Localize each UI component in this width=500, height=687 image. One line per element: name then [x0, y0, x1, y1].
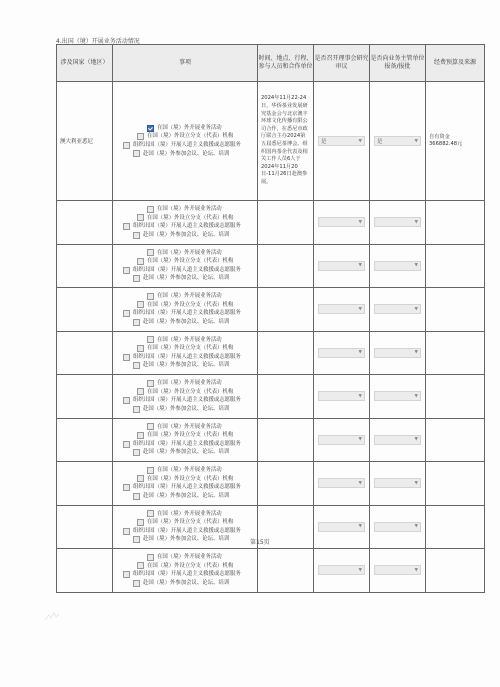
activity-option-label: 在国（境）外开展业务活动 — [157, 336, 222, 343]
budget-cell[interactable] — [426, 201, 485, 245]
activity-option[interactable] — [147, 553, 257, 562]
activity-options-cell — [113, 418, 258, 462]
activity-option-label: 组织出国（境）开展人道主义救援或志愿服务 — [133, 223, 241, 230]
chevron-down-icon: ▼ — [414, 393, 418, 399]
supervisor-cell — [370, 549, 426, 593]
activity-option-label: 组织出国（境）开展人道主义救援或志愿服务 — [133, 353, 241, 360]
activity-option-label: 赴国（境）外参加会议、论坛、培训 — [143, 405, 230, 412]
details-cell: 2024年11月22-24日，华侨茶业发展研究基金会与北京澳丰环球文化传播有限公司合作，在悉尼市政厅联合主办2024第五届悉尼茶博会。组织国内茶企代表及相关工作人员6人于2024年11月20日-11月26日赴澳参展。 — [258, 82, 314, 201]
activity-option-label: 在国（境）外设立分支（代表）机构 — [147, 258, 234, 265]
activity-options-cell — [113, 82, 258, 201]
supervisor-cell — [370, 418, 426, 462]
budget-cell[interactable] — [426, 244, 485, 288]
header-country: 涉及国家（地区） — [57, 45, 113, 82]
council-cell — [314, 505, 370, 549]
header-council-review: 是否召开理事会研究审议 — [314, 45, 370, 82]
chevron-down-icon: ▼ — [358, 138, 362, 144]
activity-options-cell — [113, 201, 258, 245]
details-cell[interactable] — [258, 418, 314, 462]
table-row — [57, 244, 485, 288]
activity-option[interactable] — [123, 483, 257, 492]
budget-amount: 366882.48元 — [429, 141, 463, 147]
checkbox-icon[interactable] — [147, 125, 154, 132]
checkbox-icon[interactable] — [133, 275, 140, 282]
checkbox-icon[interactable] — [147, 249, 154, 256]
activity-option[interactable] — [147, 336, 257, 345]
chevron-down-icon: ▼ — [414, 263, 418, 269]
activity-option[interactable] — [147, 423, 257, 432]
council-cell — [314, 418, 370, 462]
supervisor-filing-select[interactable] — [374, 136, 421, 146]
council-review-select[interactable] — [318, 261, 365, 271]
chevron-down-icon: ▼ — [358, 306, 362, 312]
activity-option-label: 赴国（境）外参加会议、论坛、培训 — [143, 231, 230, 238]
budget-cell[interactable] — [426, 418, 485, 462]
council-cell — [314, 82, 370, 201]
activity-option-label: 组织出国（境）开展人道主义救援或志愿服务 — [133, 484, 241, 491]
council-review-select[interactable] — [318, 348, 365, 358]
activity-option-label: 在国（境）外开展业务活动 — [157, 380, 222, 387]
country-cell: 澳大利亚悉尼 — [57, 82, 113, 201]
council-review-select[interactable] — [318, 478, 365, 488]
details-cell[interactable] — [258, 462, 314, 506]
chevron-down-icon: ▼ — [414, 138, 418, 144]
table-row — [57, 201, 485, 245]
table-row — [57, 82, 485, 201]
activity-option-label: 赴国（境）外参加会议、论坛、培训 — [143, 449, 230, 456]
supervisor-filing-select[interactable] — [374, 348, 421, 358]
activity-option[interactable] — [137, 214, 257, 223]
activity-option[interactable] — [133, 579, 257, 588]
country-cell[interactable] — [57, 244, 113, 288]
activity-options-cell — [113, 244, 258, 288]
checkbox-icon[interactable] — [133, 406, 140, 413]
activity-option-label: 在国（境）外设立分支（代表）机构 — [147, 475, 234, 482]
council-review-select[interactable] — [318, 522, 365, 532]
country-cell[interactable] — [57, 375, 113, 419]
country-cell[interactable] — [57, 418, 113, 462]
activity-option[interactable] — [133, 150, 257, 159]
chevron-down-icon: ▼ — [414, 219, 418, 225]
table-row — [57, 505, 485, 549]
details-cell[interactable] — [258, 201, 314, 245]
activity-option-label: 在国（境）外开展业务活动 — [157, 423, 222, 430]
budget-source: 自有资金 — [429, 133, 450, 140]
chevron-down-icon: ▼ — [358, 480, 362, 486]
checkbox-icon[interactable] — [123, 223, 130, 230]
activity-option-label: 组织出国（境）开展人道主义救援或志愿服务 — [133, 310, 241, 317]
chevron-down-icon: ▼ — [358, 219, 362, 225]
scan-smudge — [44, 612, 60, 622]
activity-option[interactable] — [123, 440, 257, 449]
activity-option-label: 在国（境）外设立分支（代表）机构 — [147, 133, 234, 140]
section-title: 4.出国（境）开展业务活动情况 — [56, 38, 140, 45]
activity-option-label: 在国（境）外设立分支（代表）机构 — [147, 519, 234, 526]
council-cell — [314, 331, 370, 375]
table-row — [57, 462, 485, 506]
supervisor-filing-select-value: 是 — [377, 139, 383, 145]
table-row — [57, 375, 485, 419]
supervisor-cell — [370, 288, 426, 332]
activity-option-label: 赴国（境）外参加会议、论坛、培训 — [143, 150, 230, 157]
table-header-row — [57, 45, 485, 82]
checkbox-icon[interactable] — [123, 397, 130, 404]
council-cell — [314, 462, 370, 506]
activity-option[interactable] — [133, 405, 257, 414]
activity-option-label: 在国（境）外开展业务活动 — [157, 124, 222, 131]
activity-option-label: 组织出国（境）开展人道主义救援或志愿服务 — [133, 266, 241, 273]
activity-option[interactable] — [137, 132, 257, 141]
supervisor-cell — [370, 462, 426, 506]
activity-option[interactable] — [123, 266, 257, 275]
checkbox-icon[interactable] — [147, 423, 154, 430]
activity-option[interactable] — [147, 510, 257, 519]
activity-option[interactable] — [133, 361, 257, 370]
supervisor-cell — [370, 331, 426, 375]
checkbox-icon[interactable] — [137, 519, 144, 526]
supervisor-cell — [370, 201, 426, 245]
checkbox-icon[interactable] — [147, 293, 154, 300]
activity-option-label: 在国（境）外开展业务活动 — [157, 249, 222, 256]
details-cell[interactable] — [258, 288, 314, 332]
activity-option[interactable] — [123, 527, 257, 536]
supervisor-cell — [370, 505, 426, 549]
checkbox-icon[interactable] — [137, 345, 144, 352]
chevron-down-icon: ▼ — [414, 350, 418, 356]
supervisor-filing-select[interactable] — [374, 522, 421, 532]
supervisor-cell — [370, 244, 426, 288]
header-item: 事项 — [113, 45, 258, 82]
checkbox-icon[interactable] — [133, 493, 140, 500]
council-review-select[interactable] — [318, 391, 365, 401]
supervisor-cell — [370, 375, 426, 419]
activity-option-label: 在国（境）外开展业务活动 — [157, 467, 222, 474]
checkbox-icon[interactable] — [137, 432, 144, 439]
checkbox-icon[interactable] — [133, 319, 140, 326]
supervisor-filing-select[interactable] — [374, 261, 421, 271]
activity-option-label: 在国（境）外开展业务活动 — [157, 206, 222, 213]
activity-option[interactable] — [147, 379, 257, 388]
checkbox-icon[interactable] — [137, 562, 144, 569]
chevron-down-icon: ▼ — [358, 524, 362, 530]
checkbox-icon[interactable] — [137, 388, 144, 395]
activity-option-label: 赴国（境）外参加会议、论坛、培训 — [143, 275, 230, 282]
activity-options-cell — [113, 288, 258, 332]
checkbox-icon[interactable] — [123, 310, 130, 317]
activity-option-label: 赴国（境）外参加会议、论坛、培训 — [143, 492, 230, 499]
checkbox-icon[interactable] — [147, 554, 154, 561]
activity-option-label: 组织出国（境）开展人道主义救援或志愿服务 — [133, 142, 241, 148]
council-review-select[interactable] — [318, 565, 365, 575]
checkbox-icon[interactable] — [123, 267, 130, 274]
activity-option-label: 组织出国（境）开展人道主义救援或志愿服务 — [133, 571, 241, 578]
checkbox-icon[interactable] — [147, 336, 154, 343]
details-cell[interactable] — [258, 244, 314, 288]
country-cell[interactable] — [57, 288, 113, 332]
chevron-down-icon: ▼ — [358, 437, 362, 443]
council-cell — [314, 288, 370, 332]
council-review-select-value: 是 — [321, 139, 327, 145]
activity-options-cell — [113, 331, 258, 375]
details-cell[interactable] — [258, 331, 314, 375]
checkbox-icon[interactable] — [133, 362, 140, 369]
council-review-select[interactable] — [318, 136, 365, 146]
activity-option[interactable] — [147, 292, 257, 301]
checkbox-icon[interactable] — [147, 510, 154, 517]
council-review-select[interactable] — [318, 217, 365, 227]
activity-option[interactable] — [133, 231, 257, 240]
overseas-activities-table — [56, 44, 485, 593]
country-cell[interactable] — [57, 462, 113, 506]
checkbox-icon[interactable] — [133, 232, 140, 239]
header-budget: 经费预算及来源 — [426, 45, 485, 82]
checkbox-icon[interactable] — [123, 142, 130, 149]
supervisor-filing-select[interactable] — [374, 565, 421, 575]
activity-option-label: 组织出国（境）开展人道主义救援或志愿服务 — [133, 527, 241, 534]
activity-option[interactable] — [123, 396, 257, 405]
activity-option-label: 组织出国（境）开展人道主义救援或志愿服务 — [133, 440, 241, 447]
activity-option[interactable] — [137, 301, 257, 310]
activity-option[interactable] — [137, 562, 257, 571]
details-cell[interactable] — [258, 549, 314, 593]
activity-option[interactable] — [123, 309, 257, 318]
budget-cell[interactable] — [426, 549, 485, 593]
activity-option[interactable] — [147, 466, 257, 475]
chevron-down-icon: ▼ — [358, 567, 362, 573]
activity-option[interactable] — [123, 222, 257, 231]
country-cell[interactable] — [57, 549, 113, 593]
activity-option-label: 在国（境）外设立分支（代表）机构 — [147, 562, 234, 569]
checkbox-icon[interactable] — [137, 258, 144, 265]
activity-option[interactable] — [133, 448, 257, 457]
budget-cell — [426, 82, 485, 201]
activity-option-label: 在国（境）外开展业务活动 — [157, 554, 222, 561]
activity-option[interactable] — [133, 535, 257, 544]
activity-options-cell — [113, 505, 258, 549]
checkbox-icon[interactable] — [123, 484, 130, 491]
checkbox-icon[interactable] — [133, 449, 140, 456]
activity-option[interactable] — [137, 475, 257, 484]
activity-option[interactable] — [137, 344, 257, 353]
chevron-down-icon: ▼ — [414, 524, 418, 530]
budget-cell[interactable] — [426, 462, 485, 506]
supervisor-cell — [370, 82, 426, 201]
chevron-down-icon: ▼ — [414, 567, 418, 573]
checkbox-icon[interactable] — [147, 467, 154, 474]
chevron-down-icon: ▼ — [414, 437, 418, 443]
checkbox-icon[interactable] — [133, 580, 140, 587]
supervisor-filing-select[interactable] — [374, 391, 421, 401]
activity-option[interactable] — [137, 388, 257, 397]
chevron-down-icon: ▼ — [358, 393, 362, 399]
budget-cell[interactable] — [426, 375, 485, 419]
checkbox-icon[interactable] — [137, 301, 144, 308]
activity-option[interactable] — [123, 141, 257, 150]
checkbox-icon[interactable] — [137, 133, 144, 140]
council-cell — [314, 201, 370, 245]
activity-option-label: 在国（境）外设立分支（代表）机构 — [147, 214, 234, 221]
table-row — [57, 549, 485, 593]
activity-option-label: 赴国（境）外参加会议、论坛、培训 — [143, 362, 230, 369]
checkbox-icon[interactable] — [123, 571, 130, 578]
council-cell — [314, 375, 370, 419]
supervisor-filing-select[interactable] — [374, 217, 421, 227]
activity-option[interactable] — [123, 353, 257, 362]
checkbox-icon[interactable] — [133, 150, 140, 157]
chevron-down-icon: ▼ — [358, 350, 362, 356]
budget-cell[interactable] — [426, 288, 485, 332]
activity-option[interactable] — [137, 257, 257, 266]
activity-option[interactable] — [137, 431, 257, 440]
checkbox-icon[interactable] — [123, 528, 130, 535]
checkbox-icon[interactable] — [147, 380, 154, 387]
activity-option[interactable] — [137, 518, 257, 527]
chevron-down-icon: ▼ — [414, 480, 418, 486]
activity-option-label: 在国（境）外设立分支（代表）机构 — [147, 301, 234, 308]
activity-option[interactable] — [147, 249, 257, 258]
checkbox-icon[interactable] — [123, 441, 130, 448]
activity-option[interactable] — [133, 274, 257, 283]
activity-option[interactable] — [147, 205, 257, 214]
activity-options-cell — [113, 462, 258, 506]
details-cell[interactable] — [258, 375, 314, 419]
activity-option[interactable] — [133, 318, 257, 327]
country-cell[interactable] — [57, 331, 113, 375]
activity-option-label: 在国（境）外设立分支（代表）机构 — [147, 345, 234, 352]
activity-option[interactable] — [123, 570, 257, 579]
activity-option-label: 赴国（境）外参加会议、论坛、培训 — [143, 318, 230, 325]
supervisor-filing-select[interactable] — [374, 435, 421, 445]
page-number: 第15页 — [250, 539, 270, 546]
chevron-down-icon: ▼ — [358, 263, 362, 269]
activity-option-label: 赴国（境）外参加会议、论坛、培训 — [143, 536, 230, 543]
supervisor-filing-select[interactable] — [374, 478, 421, 488]
activity-option-label: 赴国（境）外参加会议、论坛、培训 — [143, 579, 230, 586]
checkbox-icon[interactable] — [137, 214, 144, 221]
activity-option-label: 在国（境）外开展业务活动 — [157, 510, 222, 517]
council-cell — [314, 549, 370, 593]
checkbox-icon[interactable] — [123, 354, 130, 361]
table-row — [57, 288, 485, 332]
council-review-select[interactable] — [318, 304, 365, 314]
activity-options-cell — [113, 375, 258, 419]
header-details: 时间、地点、行程、参与人员和合作单位 — [258, 45, 314, 82]
activity-option-label: 在国（境）外开展业务活动 — [157, 293, 222, 300]
country-cell[interactable] — [57, 201, 113, 245]
budget-cell[interactable] — [426, 331, 485, 375]
country-cell[interactable] — [57, 505, 113, 549]
activity-option-label: 在国（境）外设立分支（代表）机构 — [147, 388, 234, 395]
activity-option-label: 在国（境）外设立分支（代表）机构 — [147, 432, 234, 439]
table-row — [57, 331, 485, 375]
chevron-down-icon: ▼ — [414, 306, 418, 312]
council-review-select[interactable] — [318, 435, 365, 445]
council-cell — [314, 244, 370, 288]
activity-option[interactable] — [147, 124, 257, 133]
activity-option-label: 组织出国（境）开展人道主义救援或志愿服务 — [133, 397, 241, 404]
supervisor-filing-select[interactable] — [374, 304, 421, 314]
checkbox-icon[interactable] — [147, 206, 154, 213]
activity-options-cell — [113, 549, 258, 593]
header-supervisor-filing: 是否向业务主管单位报备/报批 — [370, 45, 426, 82]
checkbox-icon[interactable] — [133, 536, 140, 543]
budget-cell[interactable] — [426, 505, 485, 549]
table-row — [57, 418, 485, 462]
checkbox-icon[interactable] — [137, 475, 144, 482]
activity-option[interactable] — [133, 492, 257, 501]
